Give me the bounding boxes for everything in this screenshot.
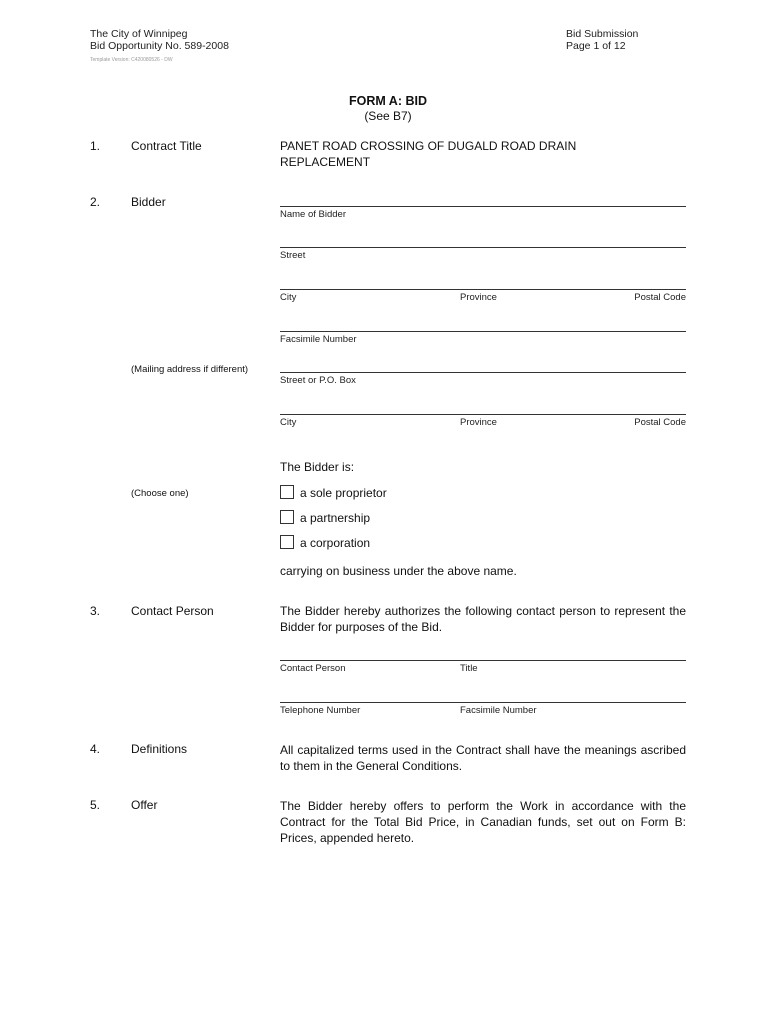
header-city: The City of Winnipeg — [90, 28, 188, 40]
template-version: Template Version: C420080526 - DW — [90, 57, 173, 63]
partnership-label: a partnership — [300, 511, 371, 525]
facsimile-caption: Facsimile Number — [280, 334, 357, 345]
header-page-number: Page 1 of 12 — [566, 40, 626, 52]
section-5-number: 5. — [90, 798, 101, 812]
definitions-text: All capitalized terms used in the Contract shall have the meanings ascribed to them in the General Conditions. — [280, 743, 686, 773]
telephone-facsimile-line[interactable] — [280, 702, 686, 703]
contract-title-text: PANET ROAD CROSSING OF DUGALD ROAD DRAIN REPLACEMENT — [280, 139, 577, 169]
name-of-bidder-caption: Name of Bidder — [280, 209, 347, 220]
section-2-number: 2. — [90, 195, 101, 209]
mailing-address-note: (Mailing address if different) — [131, 364, 249, 375]
header-bid-submission: Bid Submission — [566, 28, 639, 40]
corporation-checkbox[interactable] — [280, 535, 294, 549]
section-3-label: Contact Person — [131, 604, 214, 618]
mailing-postal-code-caption: Postal Code — [634, 417, 686, 428]
carrying-on-business-text: carrying on business under the above name. — [280, 564, 517, 578]
sole-proprietor-checkbox[interactable] — [280, 485, 294, 499]
name-of-bidder-line[interactable] — [280, 206, 686, 207]
mailing-city-caption: City — [280, 417, 297, 428]
contact-person-title-line[interactable] — [280, 660, 686, 661]
sole-proprietor-label: a sole proprietor — [300, 486, 387, 500]
section-2-label: Bidder — [131, 195, 166, 209]
contact-person-caption: Contact Person — [280, 663, 346, 674]
section-5-label: Offer — [131, 798, 158, 812]
mailing-province-caption: Province — [460, 417, 497, 428]
section-4-label: Definitions — [131, 742, 188, 756]
partnership-checkbox[interactable] — [280, 510, 294, 524]
header-bid-opportunity: Bid Opportunity No. 589-2008 — [90, 40, 229, 52]
street-caption: Street — [280, 250, 306, 261]
contact-person-text: The Bidder hereby authorizes the following contact person to represent the Bidder for purposes of the Bid. — [280, 604, 686, 634]
street-po-box-caption: Street or P.O. Box — [280, 375, 356, 386]
province-caption: Province — [460, 292, 497, 303]
section-3-number: 3. — [90, 604, 101, 618]
mailing-street-line[interactable] — [280, 372, 686, 373]
bidder-is-label: The Bidder is: — [280, 460, 355, 474]
street-line[interactable] — [280, 247, 686, 248]
telephone-number-caption: Telephone Number — [280, 705, 361, 716]
city-province-postal-line[interactable] — [280, 289, 686, 290]
city-caption: City — [280, 292, 297, 303]
form-reference: (See B7) — [364, 109, 412, 123]
choose-one-note: (Choose one) — [131, 488, 189, 499]
offer-text: The Bidder hereby offers to perform the Work in accordance with the Contract for the Total Bid Price, in Canadian funds, set out on Form B: Prices, appended hereto. — [280, 799, 686, 845]
postal-code-caption: Postal Code — [634, 292, 686, 303]
form-title: FORM A: BID — [349, 94, 427, 108]
facsimile-line[interactable] — [280, 331, 686, 332]
title-caption: Title — [460, 663, 478, 674]
section-1-label: Contract Title — [131, 139, 202, 153]
section-4-number: 4. — [90, 742, 101, 756]
section-1-number: 1. — [90, 139, 101, 153]
corporation-label: a corporation — [300, 536, 371, 550]
mailing-city-province-postal-line[interactable] — [280, 414, 686, 415]
contact-facsimile-caption: Facsimile Number — [460, 705, 537, 716]
